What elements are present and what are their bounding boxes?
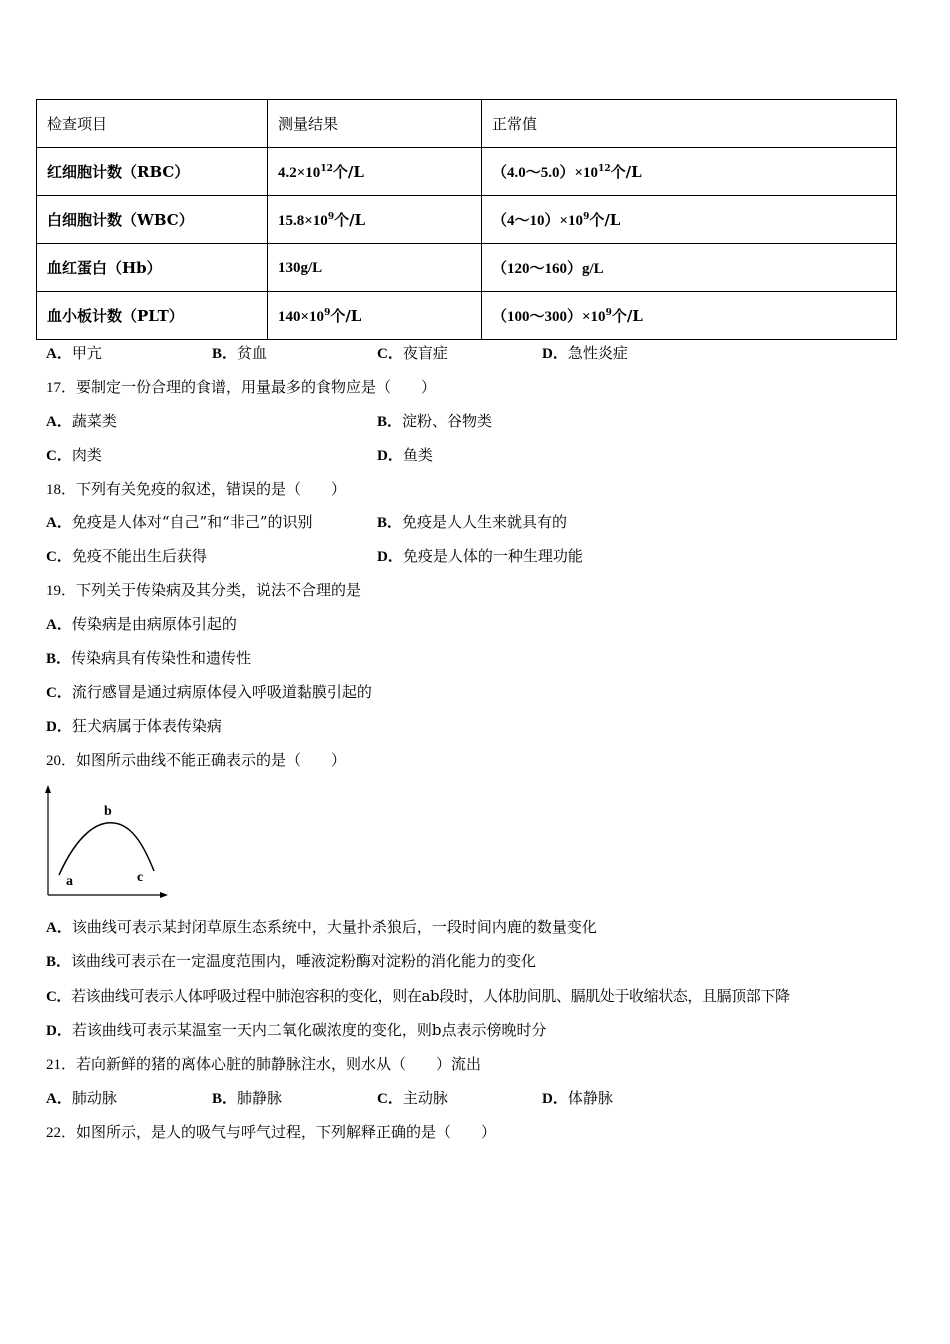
normal-cell: $(100\sim 300)\times 10^9$个/L	[482, 292, 897, 340]
table-row	[37, 244, 897, 292]
q16-option-b[interactable]: B．贫血	[212, 344, 268, 362]
q17-option-a[interactable]: A．蔬菜类	[46, 412, 117, 430]
label-a: a	[66, 874, 73, 889]
q18-option-d[interactable]: D．免疫是人体的一种生理功能	[377, 547, 583, 565]
label-c: c	[137, 870, 144, 885]
q18-stem: 18．下列有关免疫的叙述，错误的是（ ）	[46, 480, 347, 498]
q19-option-c[interactable]: C．流行感冒是通过病原体侵入呼吸道黏膜引起的	[46, 683, 372, 701]
q18-option-a[interactable]: A．免疫是人体对“自己”和“非己”的识别	[46, 513, 313, 531]
q20-option-a[interactable]: A．该曲线可表示某封闭草原生态系统中，大量扑杀狼后，一段时间内鹿的数量变化	[46, 918, 597, 936]
header-cell: 检查项目	[37, 100, 268, 148]
header-cell: 正常值	[482, 100, 897, 148]
table-row	[37, 292, 897, 340]
q19-option-b[interactable]: B．传染病具有传染性和遗传性	[46, 649, 252, 667]
q21-option-b[interactable]: B．肺静脉	[212, 1089, 283, 1107]
q20-option-b[interactable]: B．该曲线可表示在一定温度范围内，唾液淀粉酶对淀粉的消化能力的变化	[46, 952, 537, 970]
x-axis-arrow	[160, 892, 168, 898]
q21-option-c[interactable]: C．主动脉	[377, 1089, 448, 1107]
q16-option-c[interactable]: C．夜盲症	[377, 344, 448, 362]
item-cell: 白细胞计数（WBC）	[37, 196, 268, 244]
table-row	[37, 196, 897, 244]
curve	[59, 823, 154, 875]
q17-stem: 17．要制定一份合理的食谱，用量最多的食物应是（ ）	[46, 378, 437, 396]
q17-option-b[interactable]: B．淀粉、谷物类	[377, 412, 493, 430]
result-cell: 130g/L	[268, 244, 482, 292]
item-cell: 血红蛋白（Hb）	[37, 244, 268, 292]
q17-option-d[interactable]: D．鱼类	[377, 446, 433, 464]
q17-option-c[interactable]: C．肉类	[46, 446, 102, 464]
result-cell: $4.2\times 10^{12}$个/L	[268, 148, 482, 196]
normal-cell: （120～160）g/L	[482, 244, 897, 292]
q19-option-a[interactable]: A．传染病是由病原体引起的	[46, 615, 237, 633]
curve-figure	[38, 783, 170, 899]
label-b: b	[104, 804, 112, 819]
q22-stem: 22．如图所示，是人的吸气与呼气过程，下列解释正确的是（ ）	[46, 1123, 497, 1141]
header-cell: 测量结果	[268, 100, 482, 148]
q21-option-d[interactable]: D．体静脉	[542, 1089, 613, 1107]
blood-test-table	[36, 99, 897, 340]
q18-option-b[interactable]: B．免疫是人人生来就具有的	[377, 513, 568, 531]
q20-option-d[interactable]: D．若该曲线可表示某温室一天内二氧化碳浓度的变化，则b点表示傍晚时分	[46, 1021, 547, 1039]
y-axis-arrow	[45, 785, 51, 793]
result-cell: $15.8\times 10^9$个/L	[268, 196, 482, 244]
q21-option-a[interactable]: A．肺动脉	[46, 1089, 117, 1107]
q20-option-c[interactable]: C．若该曲线可表示人体呼吸过程中肺泡容积的变化，则在ab段时，人体肋间肌、膈肌处于收缩状态，且膈顶部下降	[46, 987, 790, 1005]
table-header-row	[37, 100, 897, 148]
q21-stem: 21．若向新鲜的猪的离体心脏的肺静脉注水，则水从（ ）流出	[46, 1055, 482, 1073]
q18-option-c[interactable]: C．免疫不能出生后获得	[46, 547, 207, 565]
q20-stem: 20．如图所示曲线不能正确表示的是（ ）	[46, 751, 347, 769]
q16-option-a[interactable]: A．甲亢	[46, 344, 102, 362]
result-cell: $140\times 10^9$个/L	[268, 292, 482, 340]
q16-option-d[interactable]: D．急性炎症	[542, 344, 628, 362]
q19-stem: 19．下列关于传染病及其分类，说法不合理的是	[46, 581, 362, 599]
item-cell: 血小板计数（PLT）	[37, 292, 268, 340]
table-row	[37, 148, 897, 196]
item-cell: 红细胞计数（RBC）	[37, 148, 268, 196]
q19-option-d[interactable]: D．狂犬病属于体表传染病	[46, 717, 222, 735]
normal-cell: $(4.0\sim 5.0)\times 10^{12}$个/L	[482, 148, 897, 196]
normal-cell: $(4\sim 10)\times 10^9$个/L	[482, 196, 897, 244]
